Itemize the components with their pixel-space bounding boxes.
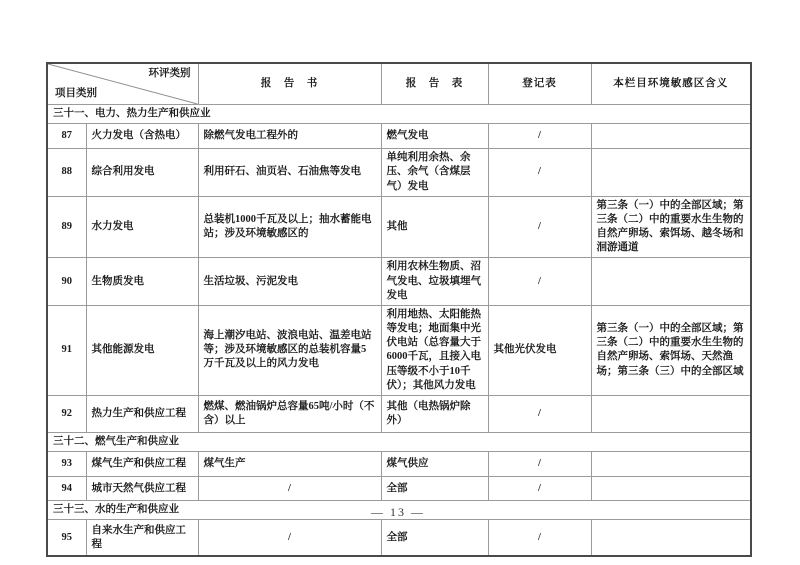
- column-header-report-form: 报 告 表: [381, 63, 488, 105]
- column-header-report-book: 报 告 书: [198, 63, 381, 105]
- report-form-cell: 其他: [381, 196, 488, 258]
- category-cell: 煤气生产和供应工程: [86, 452, 198, 477]
- row-number: 95: [47, 520, 86, 557]
- report-form-cell: 燃气发电: [381, 124, 488, 149]
- report-form-cell: 全部: [381, 520, 488, 557]
- sensitive-area-cell: [591, 452, 751, 477]
- row-number: 87: [47, 124, 86, 149]
- category-cell: 城市天然气供应工程: [86, 477, 198, 501]
- table-header-row: [47, 63, 751, 105]
- registration-form-cell: /: [488, 395, 591, 432]
- table-row: [47, 124, 751, 149]
- table-row: [47, 305, 751, 395]
- report-form-cell: 单纯利用余热、余压、余气（含煤层气）发电: [381, 149, 488, 197]
- sensitive-area-cell: 第三条（一）中的全部区域；第三条（二）中的重要水生生物的自然产卵场、索饵场、越冬场和洄游通道: [591, 196, 751, 258]
- category-cell: 生物质发电: [86, 258, 198, 306]
- report-book-cell: 总装机1000千瓦及以上；抽水蓄能电站；涉及环境敏感区的: [198, 196, 381, 258]
- registration-form-cell: /: [488, 452, 591, 477]
- registration-form-cell: /: [488, 520, 591, 557]
- registration-form-cell: 其他光伏发电: [488, 305, 591, 395]
- row-number: 94: [47, 477, 86, 501]
- sensitive-area-cell: 第三条（一）中的全部区域；第三条（二）中的重要水生生物的自然产卵场、索饵场、天然渔场；第三条（三）中的全部区域: [591, 305, 751, 395]
- row-number: 90: [47, 258, 86, 306]
- report-book-cell: 生活垃圾、污泥发电: [198, 258, 381, 306]
- row-number: 91: [47, 305, 86, 395]
- category-cell: 综合利用发电: [86, 149, 198, 197]
- header-eia-category-label: 环评类别: [148, 68, 191, 79]
- report-form-cell: 利用地热、太阳能热等发电；地面集中光伏电站（总容量大于6000千瓦，且接入电压等级不小于10千伏）；其他风力发电: [381, 305, 488, 395]
- report-book-cell: 煤气生产: [198, 452, 381, 477]
- report-book-cell: 利用矸石、油页岩、石油焦等发电: [198, 149, 381, 197]
- section-row: [47, 432, 751, 451]
- table-row: [47, 477, 751, 501]
- row-number: 92: [47, 395, 86, 432]
- row-number: 89: [47, 196, 86, 258]
- column-header-sensitive-area: 本栏目环境敏感区含义: [591, 63, 751, 105]
- sensitive-area-cell: [591, 124, 751, 149]
- row-number: 88: [47, 149, 86, 197]
- report-book-cell: /: [198, 477, 381, 501]
- report-book-cell: 除燃气发电工程外的: [198, 124, 381, 149]
- table-row: [47, 149, 751, 197]
- registration-form-cell: /: [488, 196, 591, 258]
- sensitive-area-cell: [591, 520, 751, 557]
- category-cell: 火力发电（含热电）: [86, 124, 198, 149]
- sensitive-area-cell: [591, 258, 751, 306]
- report-form-cell: 煤气供应: [381, 452, 488, 477]
- table-row: [47, 196, 751, 258]
- page-number: — 13 —: [371, 505, 425, 519]
- eia-category-table: [46, 62, 752, 557]
- report-form-cell: 其他（电热锅炉除外）: [381, 395, 488, 432]
- report-book-cell: /: [198, 520, 381, 557]
- table-row: [47, 258, 751, 306]
- header-project-category-label: 项目类别: [55, 87, 97, 99]
- sensitive-area-cell: [591, 149, 751, 197]
- table-row: [47, 520, 751, 557]
- registration-form-cell: /: [488, 124, 591, 149]
- row-number: 93: [47, 452, 86, 477]
- section-title: 三十三、水的生产和供应业: [47, 501, 751, 520]
- table-row: [47, 395, 751, 432]
- registration-form-cell: /: [488, 258, 591, 306]
- registration-form-cell: /: [488, 149, 591, 197]
- sensitive-area-cell: [591, 395, 751, 432]
- category-cell: 自来水生产和供应工程: [86, 520, 198, 557]
- report-book-cell: 海上潮汐电站、波浪电站、温差电站等；涉及环境敏感区的总装机容量5万千瓦及以上的风力发电: [198, 305, 381, 395]
- category-cell: 水力发电: [86, 196, 198, 258]
- table-row: [47, 452, 751, 477]
- report-form-cell: 全部: [381, 477, 488, 501]
- section-title: 三十二、燃气生产和供应业: [47, 432, 751, 451]
- report-book-cell: 燃煤、燃油锅炉总容量65吨/小时（不含）以上: [198, 395, 381, 432]
- sensitive-area-cell: [591, 477, 751, 501]
- column-header-registration-form: 登记表: [488, 63, 591, 105]
- section-row: [47, 105, 751, 124]
- registration-form-cell: /: [488, 477, 591, 501]
- category-cell: 热力生产和供应工程: [86, 395, 198, 432]
- category-cell: 其他能源发电: [86, 305, 198, 395]
- diagonal-header-cell: [47, 63, 198, 105]
- section-title: 三十一、电力、热力生产和供应业: [47, 105, 751, 124]
- report-form-cell: 利用农林生物质、沼气发电、垃圾填埋气发电: [381, 258, 488, 306]
